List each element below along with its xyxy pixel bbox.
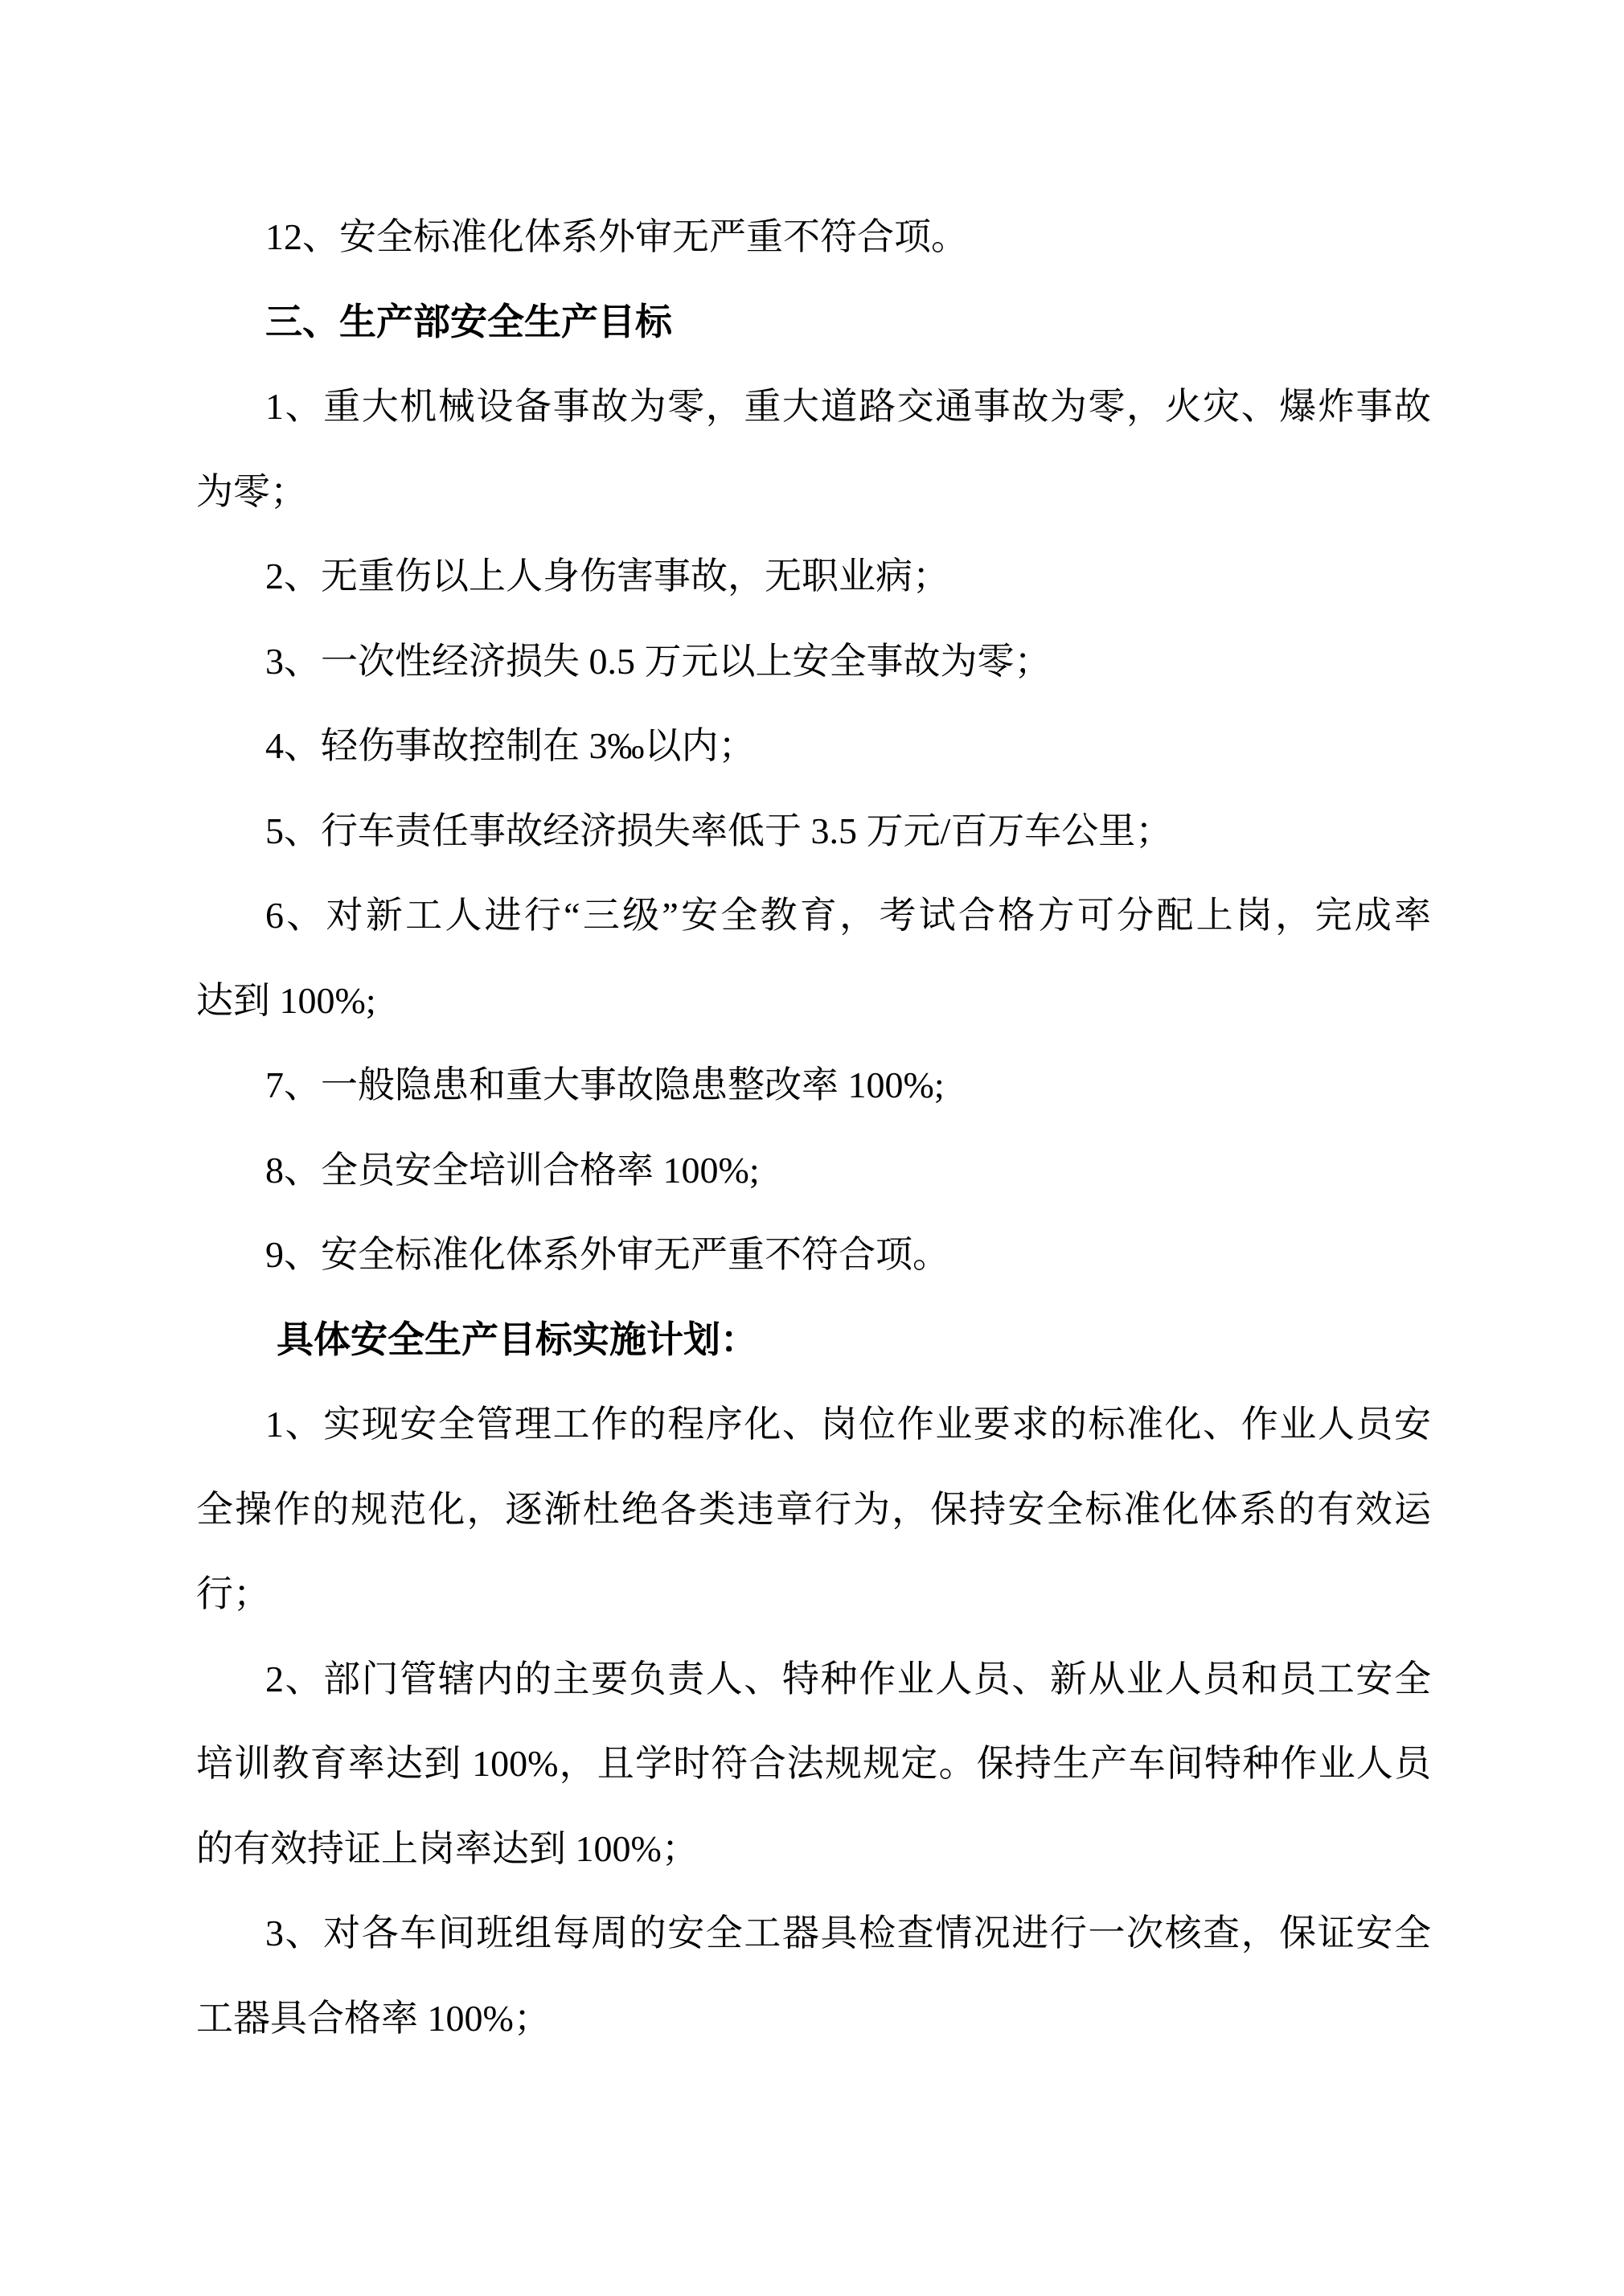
paragraph: [196, 1128, 1431, 1213]
paragraph: [196, 1043, 1431, 1128]
text-line: 具体安全生产目标实施计划：: [277, 1318, 757, 1360]
text-line: 为零；: [196, 470, 307, 512]
section-heading: [196, 1298, 1431, 1383]
text-line: 5、行车责任事故经济损失率低于 3.5 万元/百万车公里；: [265, 810, 1173, 851]
paragraph: [196, 1891, 1431, 2060]
paragraph: [196, 703, 1431, 789]
text-line: 工器具合格率 100%；: [196, 1997, 551, 2039]
text-line: 4、轻伤事故控制在 3‰以内；: [265, 725, 756, 766]
text-line: 行；: [196, 1573, 270, 1614]
section-heading: [196, 280, 1431, 365]
text-line: 2、部门管辖内的主要负责人、特种作业人员、新从业人员和员工安全: [265, 1658, 1431, 1699]
text-line: 9、安全标准化体系外审无严重不符合项。: [265, 1234, 949, 1275]
text-line: 8、全员安全培训合格率 100%;: [265, 1149, 760, 1191]
document-text-block: [196, 195, 1431, 2060]
text-line: 全操作的规范化，逐渐杜绝各类违章行为，保持安全标准化体系的有效运: [196, 1488, 1431, 1530]
paragraph: [196, 364, 1431, 534]
text-line: 达到 100%;: [196, 979, 376, 1021]
paragraph: [196, 873, 1431, 1043]
text-line: 培训教育率达到 100%，且学时符合法规规定。保持生产车间特种作业人员: [196, 1743, 1431, 1784]
paragraph: [196, 534, 1431, 619]
text-line: 的有效持证上岗率达到 100%；: [196, 1827, 699, 1869]
paragraph: [196, 1212, 1431, 1298]
text-line: 3、一次性经济损失 0.5 万元以上安全事故为零；: [265, 640, 1052, 682]
paragraph: [196, 619, 1431, 704]
text-line: 三、生产部安全生产目标: [265, 301, 672, 342]
text-line: 6、对新工人进行“三级”安全教育，考试合格方可分配上岗，完成率: [265, 895, 1431, 936]
text-line: 3、对各车间班组每周的安全工器具检查情况进行一次核查，保证安全: [265, 1913, 1431, 1954]
paragraph: [196, 789, 1431, 874]
paragraph: [196, 1637, 1431, 1892]
text-line: 12、安全标准化体系外审无严重不符合项。: [265, 216, 968, 257]
paragraph: [196, 1382, 1431, 1637]
text-line: 7、一般隐患和重大事故隐患整改率 100%;: [265, 1064, 945, 1105]
text-line: 1、重大机械设备事故为零，重大道路交通事故为零，火灾、爆炸事故: [265, 386, 1431, 427]
text-line: 1、实现安全管理工作的程序化、岗位作业要求的标准化、作业人员安: [265, 1404, 1431, 1445]
paragraph: [196, 195, 1431, 280]
text-line: 2、无重伤以上人身伤害事故，无职业病；: [265, 556, 949, 597]
